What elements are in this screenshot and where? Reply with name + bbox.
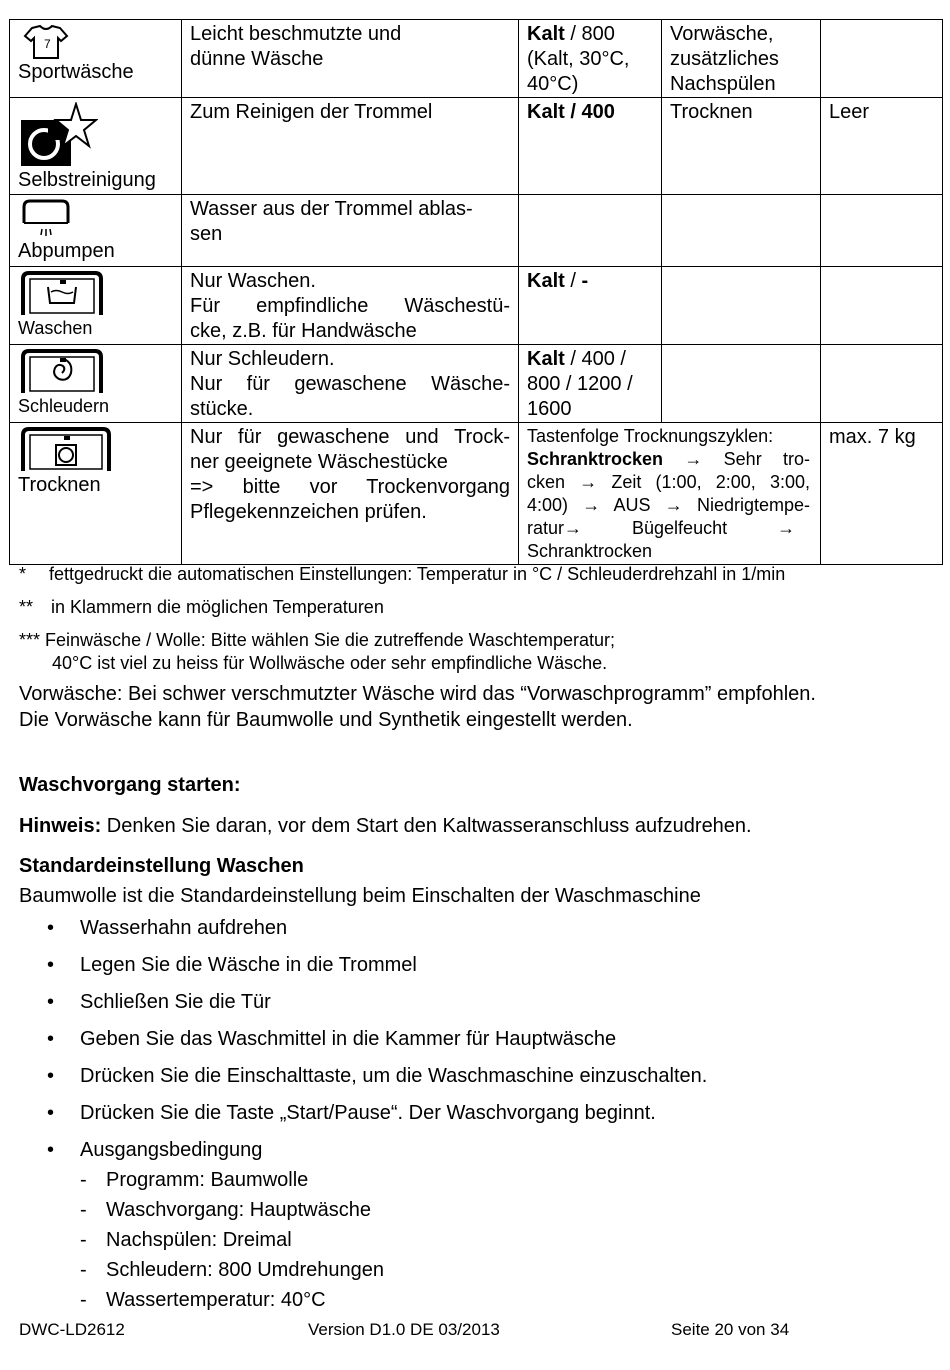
footer-page: Seite 20 von 34: [671, 1320, 790, 1339]
footnote-2: [19, 596, 384, 619]
std-title: Standardeinstellung Waschen: [19, 855, 304, 877]
program-label: Abpumpen: [18, 240, 115, 262]
footnote-1: [19, 563, 786, 586]
list-item: • Schließen Sie die Tür: [47, 991, 271, 1013]
option-line: Nachspülen: [670, 73, 776, 95]
description-line: => bitte vor Trockenvorgang: [190, 476, 510, 498]
program-cell: [10, 98, 182, 195]
list-item: • Legen Sie die Wäsche in die Trommel: [47, 954, 417, 976]
table-row: [10, 423, 943, 565]
hint: [19, 813, 929, 839]
description-line: Nur Schleudern.: [190, 348, 335, 370]
footnote-text: Feinwäsche / Wolle: Bitte wählen Sie die zutreffende Waschtemperatur;: [45, 630, 615, 650]
default-spin: / 800: [564, 23, 615, 45]
description-cell: [182, 267, 519, 345]
default-temp: Kalt: [527, 101, 565, 123]
description-line: Für empfindliche Wäschestü-: [190, 295, 510, 317]
list-item-text: Geben Sie das Waschmittel in die Kammer für Hauptwäsche: [80, 1028, 617, 1050]
description-line: stücke.: [190, 398, 254, 420]
list-item-text: Ausgangsbedingung: [80, 1139, 263, 1161]
default-temp: Kalt: [527, 348, 565, 370]
default-temp: Kalt: [527, 270, 565, 292]
dry-cycle-line: → Sehr tro-: [663, 449, 810, 469]
spin-icon: [20, 349, 104, 395]
footer-version: Version D1.0 DE 03/2013: [308, 1320, 500, 1339]
temperature-cell: [519, 267, 662, 345]
sub-item-text: Schleudern: 800 Umdrehungen: [106, 1259, 384, 1281]
option-line: zusätzliches: [670, 48, 779, 70]
list-item: • Wasserhahn aufdrehen: [47, 917, 288, 939]
footnote-text: in Klammern die möglichen Temperaturen: [51, 597, 384, 617]
options-cell: [662, 195, 821, 267]
max-load: Leer: [829, 101, 870, 123]
list-item: • Drücken Sie die Taste „Start/Pause“. Der Waschvorgang beginnt.: [47, 1102, 656, 1124]
table-row: [10, 267, 943, 345]
program-cell: [10, 20, 182, 98]
wash-icon: [20, 271, 104, 317]
table-row: [10, 98, 943, 195]
list-item-text: Schließen Sie die Tür: [80, 991, 271, 1013]
options-cell: [662, 20, 821, 98]
temp-options: (Kalt, 30°C,: [527, 48, 630, 70]
description-line: Nur für gewaschene Wäsche-: [190, 373, 510, 395]
spin-options: 800 / 1200 /: [527, 373, 633, 395]
description-line: dünne Wäsche: [190, 48, 324, 70]
temp-separator: /: [564, 270, 582, 292]
list-item-text: Drücken Sie die Taste „Start/Pause“. Der Waschvorgang beginnt.: [80, 1102, 656, 1124]
max-load-cell: [821, 98, 943, 195]
temp-options: 40°C): [527, 73, 579, 95]
description-line: Nur Waschen.: [190, 270, 316, 292]
list-item-text: Legen Sie die Wäsche in die Trommel: [80, 954, 417, 976]
description-line: Leicht beschmutzte und: [190, 23, 402, 45]
bullet-list: [47, 915, 707, 1317]
sub-item-text: Programm: Baumwolle: [106, 1169, 309, 1191]
dry-icon: [20, 427, 112, 473]
list-item-text: Drücken Sie die Einschalttaste, um die Waschmaschine einzuschalten.: [80, 1065, 708, 1087]
prewash-line: Die Vorwäsche kann für Baumwolle und Synthetik eingestellt werden.: [19, 709, 633, 731]
spin-options: / 400 /: [564, 348, 626, 370]
dry-cycle-intro: Tastenfolge Trocknungszyklen:: [527, 426, 774, 446]
option-line: Vorwäsche,: [670, 23, 774, 45]
table-row: [10, 20, 943, 98]
prewash-note: [19, 681, 929, 733]
default-spin: / 400: [564, 101, 615, 123]
max-load-cell: [821, 20, 943, 98]
prewash-line: Vorwäsche: Bei schwer verschmutzter Wäsche wird das “Vorwaschprogramm” empfohlen.: [19, 683, 816, 705]
options-cell: [662, 267, 821, 345]
program-cell: [10, 195, 182, 267]
description-line: Zum Reinigen der Trommel: [190, 101, 433, 123]
sub-list-item: - Wassertemperatur: 40°C: [80, 1289, 326, 1311]
table-row: [10, 195, 943, 267]
program-cell: [10, 345, 182, 423]
max-load-cell: [821, 423, 943, 565]
options-cell: [662, 98, 821, 195]
sub-list-item: - Nachspülen: Dreimal: [80, 1229, 292, 1251]
drain-icon: [20, 199, 72, 239]
max-load-cell: [821, 195, 943, 267]
self-clean-icon: [20, 102, 98, 168]
description-line: Pflegekennzeichen prüfen.: [190, 501, 427, 523]
description-cell: [182, 98, 519, 195]
table-row: [10, 345, 943, 423]
sub-item-text: Nachspülen: Dreimal: [106, 1229, 292, 1251]
temperature-cell: [519, 345, 662, 423]
dry-cycle-line: 4:00) → AUS → Niedrigtempe-: [527, 495, 810, 515]
dry-cycle-cell: [519, 423, 821, 565]
program-cell: [10, 267, 182, 345]
sub-item-text: Waschvorgang: Hauptwäsche: [106, 1199, 371, 1221]
footnote-text: fettgedruckt die automatischen Einstellungen: Temperatur in °C / Schleuderdrehzahl in 1/min: [49, 564, 786, 584]
description-line: Nur für gewaschene und Trock-: [190, 426, 510, 448]
temperature-cell: [519, 20, 662, 98]
svg-text:7: 7: [44, 37, 51, 51]
description-line: cke, z.B. für Handwäsche: [190, 320, 417, 342]
options-cell: [662, 345, 821, 423]
description-cell: [182, 20, 519, 98]
dry-cycle-line: Schranktrocken: [527, 541, 653, 561]
dry-cycle-default: Schranktrocken: [527, 449, 664, 469]
tshirt-icon: [20, 24, 72, 60]
footer-model: DWC-LD2612: [19, 1320, 125, 1339]
description-cell: [182, 195, 519, 267]
program-label: Schleudern: [18, 396, 110, 416]
description-line: ner geeignete Wäschestücke: [190, 451, 448, 473]
dry-cycle-line: cken → Zeit (1:00, 2:00, 3:00,: [527, 472, 810, 492]
footnote-text: 40°C ist viel zu heiss für Wollwäsche oder sehr empfindliche Wäsche.: [52, 653, 608, 673]
list-item: • Ausgangsbedingung: [47, 1139, 263, 1161]
default-spin: -: [581, 270, 589, 292]
description-line: sen: [190, 223, 223, 245]
sub-list-item: - Schleudern: 800 Umdrehungen: [80, 1259, 384, 1281]
program-label: Trocknen: [18, 474, 101, 496]
list-item-text: Wasserhahn aufdrehen: [80, 917, 288, 939]
description-line: Wasser aus der Trommel ablas-: [190, 198, 473, 220]
footnote-3: [19, 629, 615, 675]
hint-label: Hinweis:: [19, 815, 102, 837]
max-load: max. 7 kg: [829, 426, 916, 448]
spin-options: 1600: [527, 398, 572, 420]
default-temp: Kalt: [527, 23, 565, 45]
footnote-mark: *: [19, 564, 27, 584]
option-line: Trocknen: [670, 101, 753, 123]
list-item: • Geben Sie das Waschmittel in die Kammer für Hauptwäsche: [47, 1028, 617, 1050]
list-item: • Drücken Sie die Einschalttaste, um die Waschmaschine einzuschalten.: [47, 1065, 708, 1087]
hint-text: Denken Sie daran, vor dem Start den Kaltwasseranschluss aufzudrehen.: [101, 815, 752, 837]
program-label: Sportwäsche: [18, 61, 134, 83]
temperature-cell: [519, 195, 662, 267]
description-cell: [182, 345, 519, 423]
description-cell: [182, 423, 519, 565]
sub-item-text: Wassertemperatur: 40°C: [106, 1289, 326, 1311]
dry-cycle-line: ratur→ Bügelfeucht →: [527, 518, 796, 538]
program-label: Waschen: [18, 318, 93, 338]
program-label: Selbstreinigung: [18, 169, 156, 191]
std-text: Baumwolle ist die Standardeinstellung beim Einschalten der Waschmaschine: [19, 885, 701, 907]
program-cell: [10, 423, 182, 565]
footnote-mark: ***: [19, 630, 41, 650]
program-table: [9, 19, 943, 565]
sub-list-item: - Waschvorgang: Hauptwäsche: [80, 1199, 371, 1221]
max-load-cell: [821, 267, 943, 345]
temperature-cell: [519, 98, 662, 195]
section-title: Waschvorgang starten:: [19, 774, 241, 796]
footnote-mark: **: [19, 597, 34, 617]
max-load-cell: [821, 345, 943, 423]
sub-list-item: - Programm: Baumwolle: [80, 1169, 309, 1191]
